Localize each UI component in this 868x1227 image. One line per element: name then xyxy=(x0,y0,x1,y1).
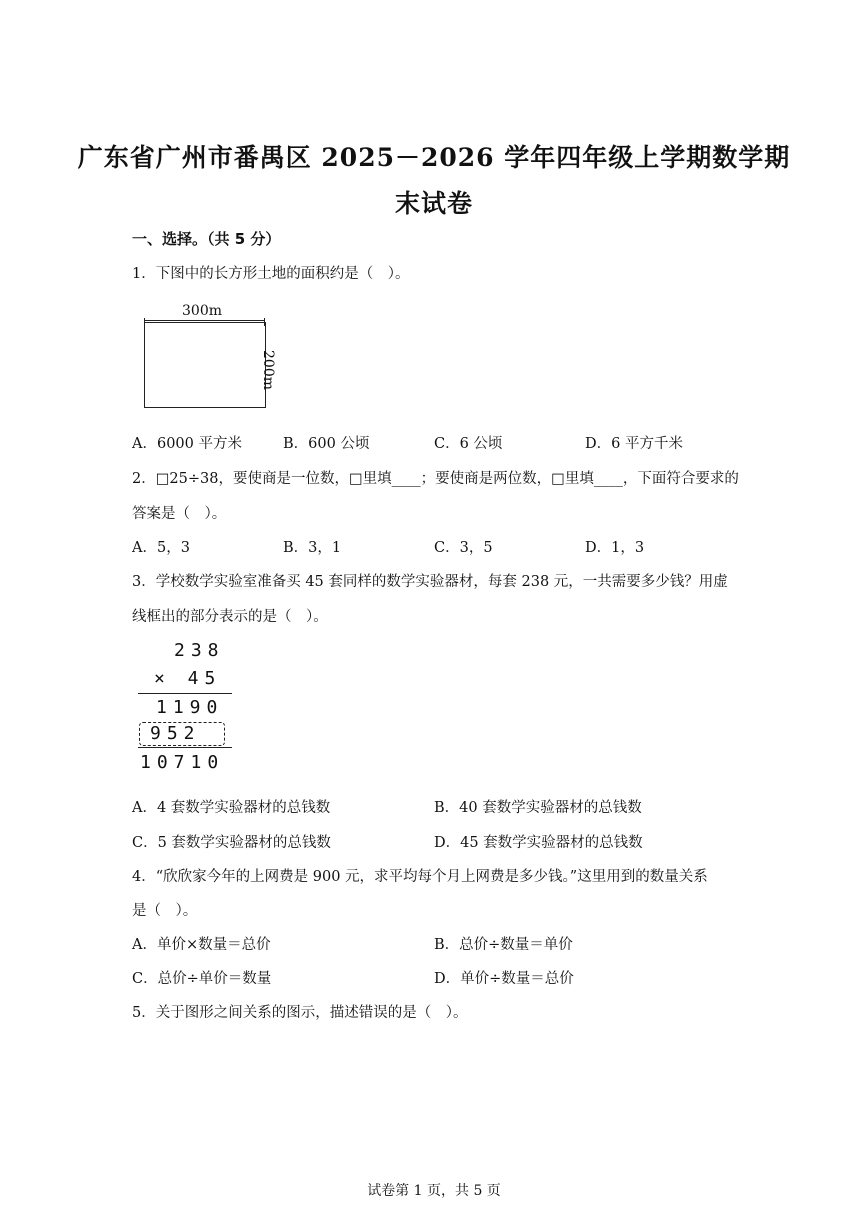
width-dimension-line xyxy=(144,320,264,321)
q3-option-c[interactable]: C．5 套数学实验器材的总钱数 xyxy=(132,835,331,851)
page-footer: 试卷第 1 页，共 5 页 xyxy=(367,1183,501,1199)
multiplier: × 45 xyxy=(154,668,222,689)
q3-option-b[interactable]: B．40 套数学实验器材的总钱数 xyxy=(434,800,642,816)
q1-option-d[interactable]: D．6 平方千米 xyxy=(585,436,683,452)
page-title-line1: 广东省广州市番禺区 2025－2026 学年四年级上学期数学期 xyxy=(77,143,791,172)
q1-option-a[interactable]: A．6000 平方米 xyxy=(132,436,242,452)
question-3-line2: 线框出的部分表示的是（ ）。 xyxy=(132,609,328,625)
rectangle-figure xyxy=(132,300,292,415)
q4-option-a[interactable]: A．单价×数量＝总价 xyxy=(132,937,271,953)
product-result: 10710 xyxy=(140,752,225,773)
height-label: 200m xyxy=(260,350,276,390)
question-4-line2: 是（ ）。 xyxy=(132,903,198,919)
question-5-text: 5．关于图形之间关系的图示，描述错误的是（ ）。 xyxy=(132,1005,468,1021)
q4-option-d[interactable]: D．单价÷数量＝总价 xyxy=(434,971,574,987)
question-4-line1: 4．“欣欣家今年的上网费是 900 元，求平均每个月上网费是多少钱。”这里用到的数量关系 xyxy=(132,869,708,885)
question-2-line1: 2．□25÷38，要使商是一位数，□里填____；要使商是两位数，□里填____，下面符合要求的 xyxy=(132,471,739,487)
q1-option-c[interactable]: C．6 公顷 xyxy=(434,436,503,452)
vertical-multiplication xyxy=(132,636,242,781)
section-heading: 一、选择。（共 5 分） xyxy=(132,230,281,248)
q2-option-a[interactable]: A．5，3 xyxy=(132,540,190,556)
q4-option-c[interactable]: C．总价÷单价＝数量 xyxy=(132,971,272,987)
question-3-line1: 3．学校数学实验室准备买 45 套同样的数学实验器材，每套 238 元，一共需要多少钱？用虚 xyxy=(132,574,728,590)
q2-option-c[interactable]: C．3，5 xyxy=(434,540,493,556)
page-title-line2: 末试卷 xyxy=(394,189,473,218)
q4-option-b[interactable]: B．总价÷数量＝单价 xyxy=(434,937,573,953)
calc-rule-1 xyxy=(138,693,232,694)
partial-product-2: 952 xyxy=(150,723,201,744)
width-label: 300m xyxy=(182,303,222,319)
multiplicand: 238 xyxy=(174,640,225,661)
question-1-text: 1．下图中的长方形土地的面积约是（ ）。 xyxy=(132,266,410,282)
q2-option-d[interactable]: D．1，3 xyxy=(585,540,645,556)
calc-rule-2 xyxy=(138,747,232,748)
q2-option-b[interactable]: B．3，1 xyxy=(283,540,342,556)
q3-option-d[interactable]: D．45 套数学实验器材的总钱数 xyxy=(434,835,643,851)
question-2-line2: 答案是（ ）。 xyxy=(132,506,227,522)
partial-product-1: 1190 xyxy=(156,697,224,718)
land-rectangle xyxy=(144,322,266,408)
q3-option-a[interactable]: A．4 套数学实验器材的总钱数 xyxy=(132,800,331,816)
q1-option-b[interactable]: B．600 公顷 xyxy=(283,436,370,452)
